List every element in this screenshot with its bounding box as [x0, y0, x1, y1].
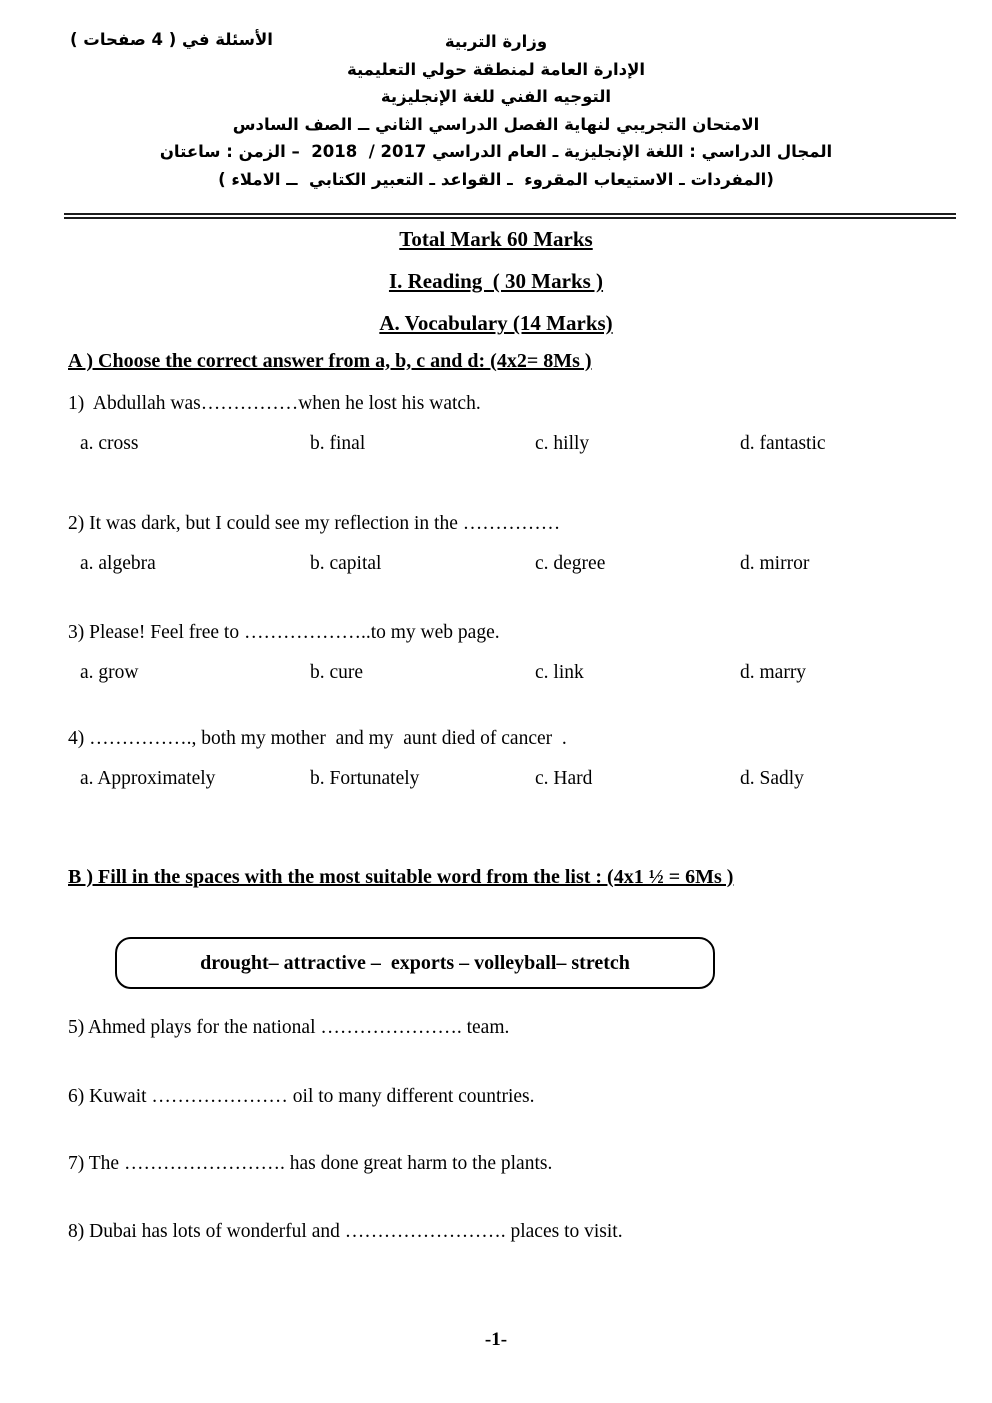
question-1-option-a: a. cross — [80, 433, 139, 454]
reading-section-title: I. Reading ( 30 Marks ) — [388, 269, 604, 293]
question-4-options — [68, 768, 992, 790]
question-2: 2) It was dark, but I could see my reflection in the …………… — [68, 513, 561, 534]
question-1-option-c: c. hilly — [535, 433, 590, 454]
question-4-option-c: c. Hard — [535, 768, 593, 789]
question-2-option-a: a. algebra — [80, 553, 156, 574]
question-3-option-c: c. link — [535, 662, 584, 683]
header-divider — [64, 213, 956, 219]
question-1-options — [68, 433, 992, 455]
question-4-option-a: a. Approximately — [80, 768, 216, 789]
part-a-heading: A ) Choose the correct answer from a, b, c and d: (4x2= 8Ms ) — [68, 350, 592, 372]
pages-note: الأسئلة في ( 4 صفحات ) — [70, 30, 273, 49]
question-4-option-b: b. Fortunately — [310, 768, 420, 789]
page-number: -1- — [484, 1329, 508, 1350]
header-line-ministry: وزارة التربية — [444, 32, 548, 51]
question-3-option-a: a. grow — [80, 662, 139, 683]
question-3: 3) Please! Feel free to ………………..to my web page. — [68, 622, 500, 643]
question-1-option-b: b. final — [310, 433, 366, 454]
question-4: 4) ……………., both my mother and my aunt died of cancer . — [68, 728, 567, 749]
header-line-exam-title: الامتحان التجريبي لنهاية الفصل الدراسي الثاني ــ الصف السادس — [232, 114, 760, 134]
question-1: 1) Abdullah was……………when he lost his watch. — [68, 393, 481, 414]
question-2-option-d: d. mirror — [740, 553, 810, 574]
question-3-option-d: d. marry — [740, 662, 807, 683]
question-1-option-d: d. fantastic — [740, 433, 826, 454]
question-4-option-d: d. Sadly — [740, 768, 804, 789]
question-3-option-b: b. cure — [310, 662, 364, 683]
vocabulary-section-title: A. Vocabulary (14 Marks) — [379, 311, 613, 335]
total-mark-title: Total Mark 60 Marks — [399, 227, 593, 251]
question-3-options — [68, 662, 992, 684]
question-7: 7) The ……………………. has done great harm to the plants. — [68, 1153, 553, 1174]
question-8: 8) Dubai has lots of wonderful and ……………………. places to visit. — [68, 1221, 623, 1242]
document-header — [0, 0, 992, 193]
header-line-district: الإدارة العامة لمنطقة حولي التعليمية — [346, 59, 646, 79]
question-6: 6) Kuwait ………………… oil to many different countries. — [68, 1086, 535, 1107]
question-2-options — [68, 553, 992, 575]
header-line-subject-year-time: المجال الدراسي : اللغة الإنجليزية ـ العام الدراسي 2017 / 2018 – الزمن : ساعتان — [159, 142, 833, 161]
question-5: 5) Ahmed plays for the national …………………. team. — [68, 1017, 510, 1038]
header-line-exam-components: (المفردات ـ الاستيعاب المقروء ـ القواعد ـ التعبير الكتابي ــ الاملاء ) — [218, 169, 774, 189]
word-bank-box: drought– attractive – exports – volleyball– stretch — [115, 937, 715, 989]
header-line-supervision: التوجيه الفني للغة الإنجليزية — [380, 87, 612, 106]
part-b-heading: B ) Fill in the spaces with the most suitable word from the list : (4x1 ½ = 6Ms ) — [68, 866, 734, 888]
question-2-option-b: b. capital — [310, 553, 382, 574]
question-2-option-c: c. degree — [535, 553, 606, 574]
